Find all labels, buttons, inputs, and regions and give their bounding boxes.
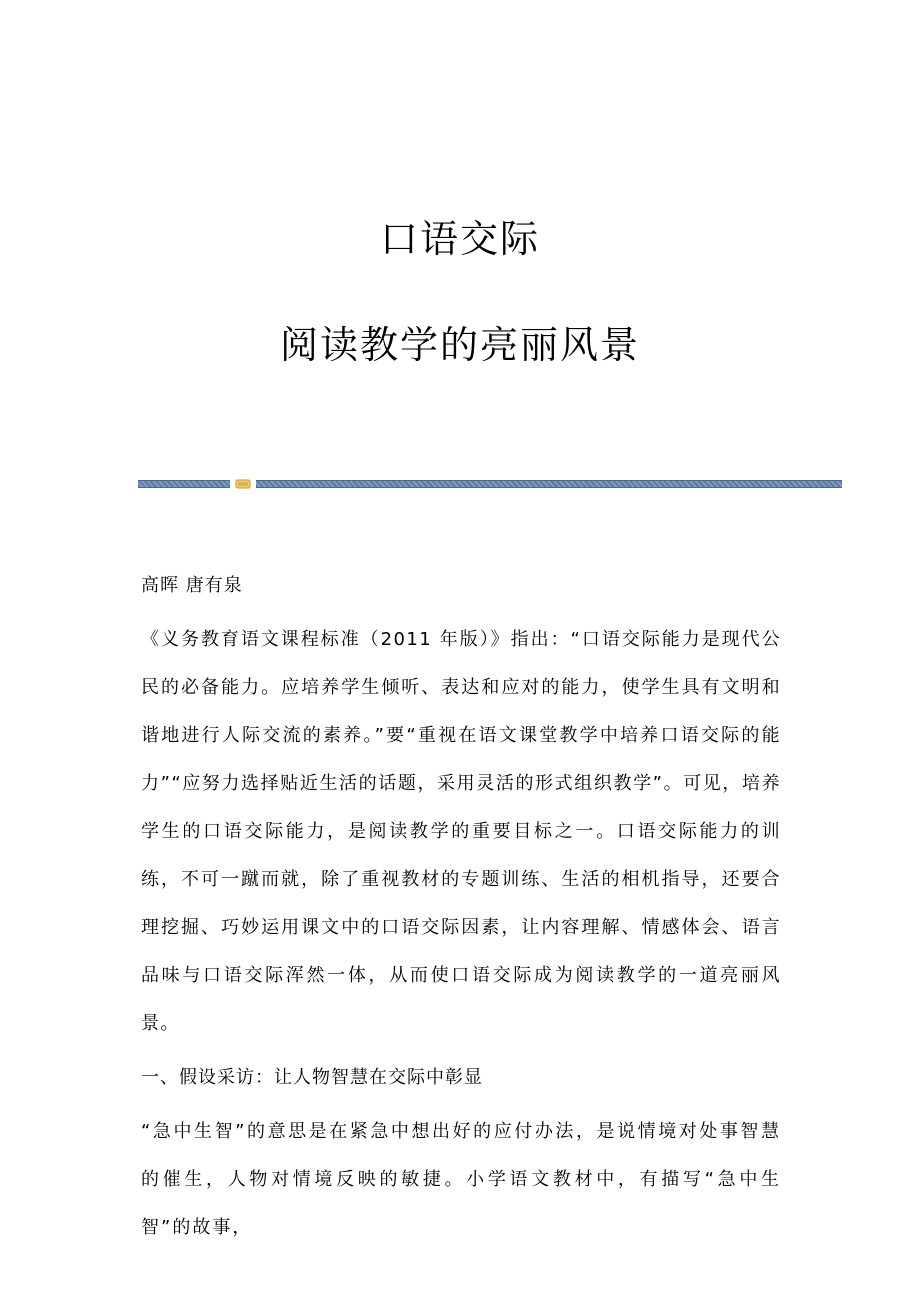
divider-bar-left <box>138 480 230 488</box>
title-line-2: 阅读教学的亮丽风景 <box>279 323 640 367</box>
divider-bar-right <box>256 480 842 488</box>
paragraph: “急中生智”的意思是在紧急中想出好的应付办法，是说情境对处事智慧的催生，人物对情境反映的敏捷。小学语文教材中，有描写“急中生智”的故事， <box>141 1121 781 1238</box>
article-body <box>141 568 781 1264</box>
title-line-1: 口语交际 <box>379 217 540 261</box>
section-heading: 一、假设采访：让人物智慧在交际中彰显 <box>141 1067 483 1088</box>
paragraph: 《义务教育语文课程标准（2011 年版）》指出：“口语交际能力是现代公民的必备能力。应培养学生倾听、表达和应对的能力，使学生具有文明和谐地进行人际交流的素养。”要“重视在语文课堂教学中培养口语交际的能力”“应努力选择贴近生活的话题，采用灵活的形式组织教学”。可见，培养学生的口语交际能力，是阅读教学的重要目标之一。口语交际能力的训练，不可一蹴而就，除了重视教材的专题训练、生活的相机指导，还要合理挖掘、巧妙运用课文中的口语交际因素，让内容理解、情感体会、语言品味与口语交际浑然一体，从而使口语交际成为阅读教学的一道亮丽风景。 <box>141 629 781 1034</box>
decorative-divider <box>138 477 842 491</box>
scroll-ornament-icon <box>235 477 251 491</box>
author-line: 高晖 唐有泉 <box>141 575 243 596</box>
